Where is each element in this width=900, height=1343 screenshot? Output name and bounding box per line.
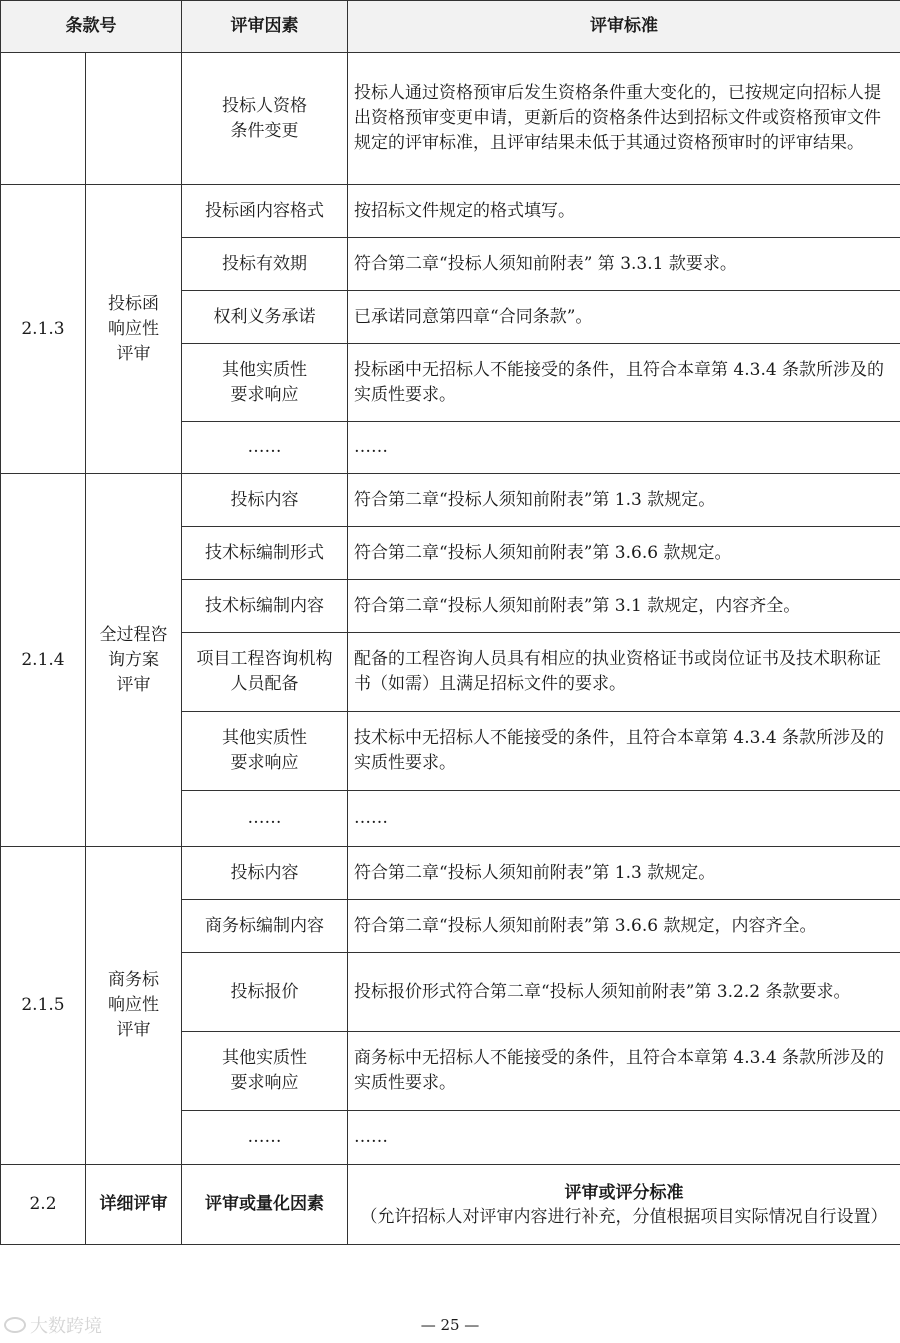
factor-cell xyxy=(182,633,348,712)
standard-note: （允许招标人对评审内容进行补充，分值根据项目实际情况自行设置） xyxy=(360,1206,888,1227)
table-row xyxy=(1,53,900,185)
factor-cell: 技术标编制内容 xyxy=(182,580,348,633)
watermark-text: 大数跨境 xyxy=(30,1316,102,1337)
standard-cell: 符合第二章“投标人须知前附表” 第 3.3.1 款要求。 xyxy=(348,238,900,291)
standard-cell: 投标函中无招标人不能接受的条件，且符合本章第 4.3.4 条款所涉及的实质性要求。 xyxy=(348,344,900,422)
factor-cell: 商务标编制内容 xyxy=(182,900,348,953)
standard-cell xyxy=(348,53,900,185)
factor-cell xyxy=(182,344,348,422)
item-text: 投标函 响应性 评审 xyxy=(108,293,159,364)
item-name: 详细评审 xyxy=(86,1165,182,1245)
factor-cell xyxy=(182,53,348,185)
standard-cell: …… xyxy=(348,422,900,474)
item-name xyxy=(86,185,182,474)
standard-cell: 商务标中无招标人不能接受的条件，且符合本章第 4.3.4 条款所涉及的实质性要求。 xyxy=(348,1032,900,1111)
standard-cell: …… xyxy=(348,791,900,847)
factor-cell: …… xyxy=(182,422,348,474)
item-name xyxy=(86,847,182,1165)
clause-cell-empty xyxy=(1,53,86,185)
item-cell-empty xyxy=(86,53,182,185)
factor-cell: 投标内容 xyxy=(182,847,348,900)
header-clause: 条款号 xyxy=(1,1,182,53)
standard-cell: 投标报价形式符合第二章“投标人须知前附表”第 3.2.2 条款要求。 xyxy=(348,953,900,1032)
item-name xyxy=(86,474,182,847)
standard-cell: 符合第二章“投标人须知前附表”第 3.1 款规定，内容齐全。 xyxy=(348,580,900,633)
factor-text: 其他实质性 要求响应 xyxy=(222,1048,307,1093)
factor-cell: 投标内容 xyxy=(182,474,348,527)
factor-cell: …… xyxy=(182,791,348,847)
factor-text: 项目工程咨询机构 人员配备 xyxy=(196,649,333,694)
standard-cell: 已承诺同意第四章“合同条款”。 xyxy=(348,291,900,344)
page-number: — 25 — xyxy=(420,1316,480,1334)
factor-cell: 权利义务承诺 xyxy=(182,291,348,344)
factor-text: 其他实质性 要求响应 xyxy=(222,728,307,773)
header-factor: 评审因素 xyxy=(182,1,348,53)
item-text: 商务标 响应性 评审 xyxy=(108,970,159,1040)
standard-text: 投标人通过资格预审后发生资格条件重大变化的，已按规定向招标人提出资格预审变更申请，更新后的资格条件达到招标文件或资格预审文件规定的评审标准，且评审结果未低于其通过资格预审时的评审结果。 xyxy=(354,83,881,153)
standard-cell: 技术标中无招标人不能接受的条件，且符合本章第 4.3.4 条款所涉及的实质性要求。 xyxy=(348,712,900,791)
factor-cell xyxy=(182,1032,348,1111)
factor-cell: 投标有效期 xyxy=(182,238,348,291)
clause-number: 2.1.4 xyxy=(1,474,86,847)
factor-cell: 评审或量化因素 xyxy=(182,1165,348,1245)
table-row xyxy=(1,474,900,527)
standard-cell: 符合第二章“投标人须知前附表”第 3.6.6 款规定，内容齐全。 xyxy=(348,900,900,953)
factor-cell: …… xyxy=(182,1111,348,1165)
standard-cell: 符合第二章“投标人须知前附表”第 3.6.6 款规定。 xyxy=(348,527,900,580)
standard-cell: 配备的工程咨询人员具有相应的执业资格证书或岗位证书及技术职称证书（如需）且满足招标文件的要求。 xyxy=(348,633,900,712)
header-standard: 评审标准 xyxy=(348,1,900,53)
factor-cell: 投标报价 xyxy=(182,953,348,1032)
standard-cell: …… xyxy=(348,1111,900,1165)
clause-number: 2.2 xyxy=(1,1165,86,1245)
table-row xyxy=(1,847,900,900)
standard-cell xyxy=(348,1165,900,1245)
factor-text: 其他实质性 要求响应 xyxy=(222,359,307,405)
item-text: 全过程咨 询方案 评审 xyxy=(99,624,168,695)
clause-number: 2.1.5 xyxy=(1,847,86,1165)
factor-cell: 技术标编制形式 xyxy=(182,527,348,580)
table-header-row xyxy=(1,1,900,53)
standard-cell: 符合第二章“投标人须知前附表”第 1.3 款规定。 xyxy=(348,847,900,900)
standard-cell: 按招标文件规定的格式填写。 xyxy=(348,185,900,238)
factor-cell xyxy=(182,712,348,791)
factor-cell: 投标函内容格式 xyxy=(182,185,348,238)
standard-title: 评审或评分标准 xyxy=(564,1182,684,1203)
standard-cell: 符合第二章“投标人须知前附表”第 1.3 款规定。 xyxy=(348,474,900,527)
factor-text: 投标人资格 条件变更 xyxy=(222,95,307,141)
table-row xyxy=(1,1165,900,1245)
table-row xyxy=(1,185,900,238)
clause-number: 2.1.3 xyxy=(1,185,86,474)
